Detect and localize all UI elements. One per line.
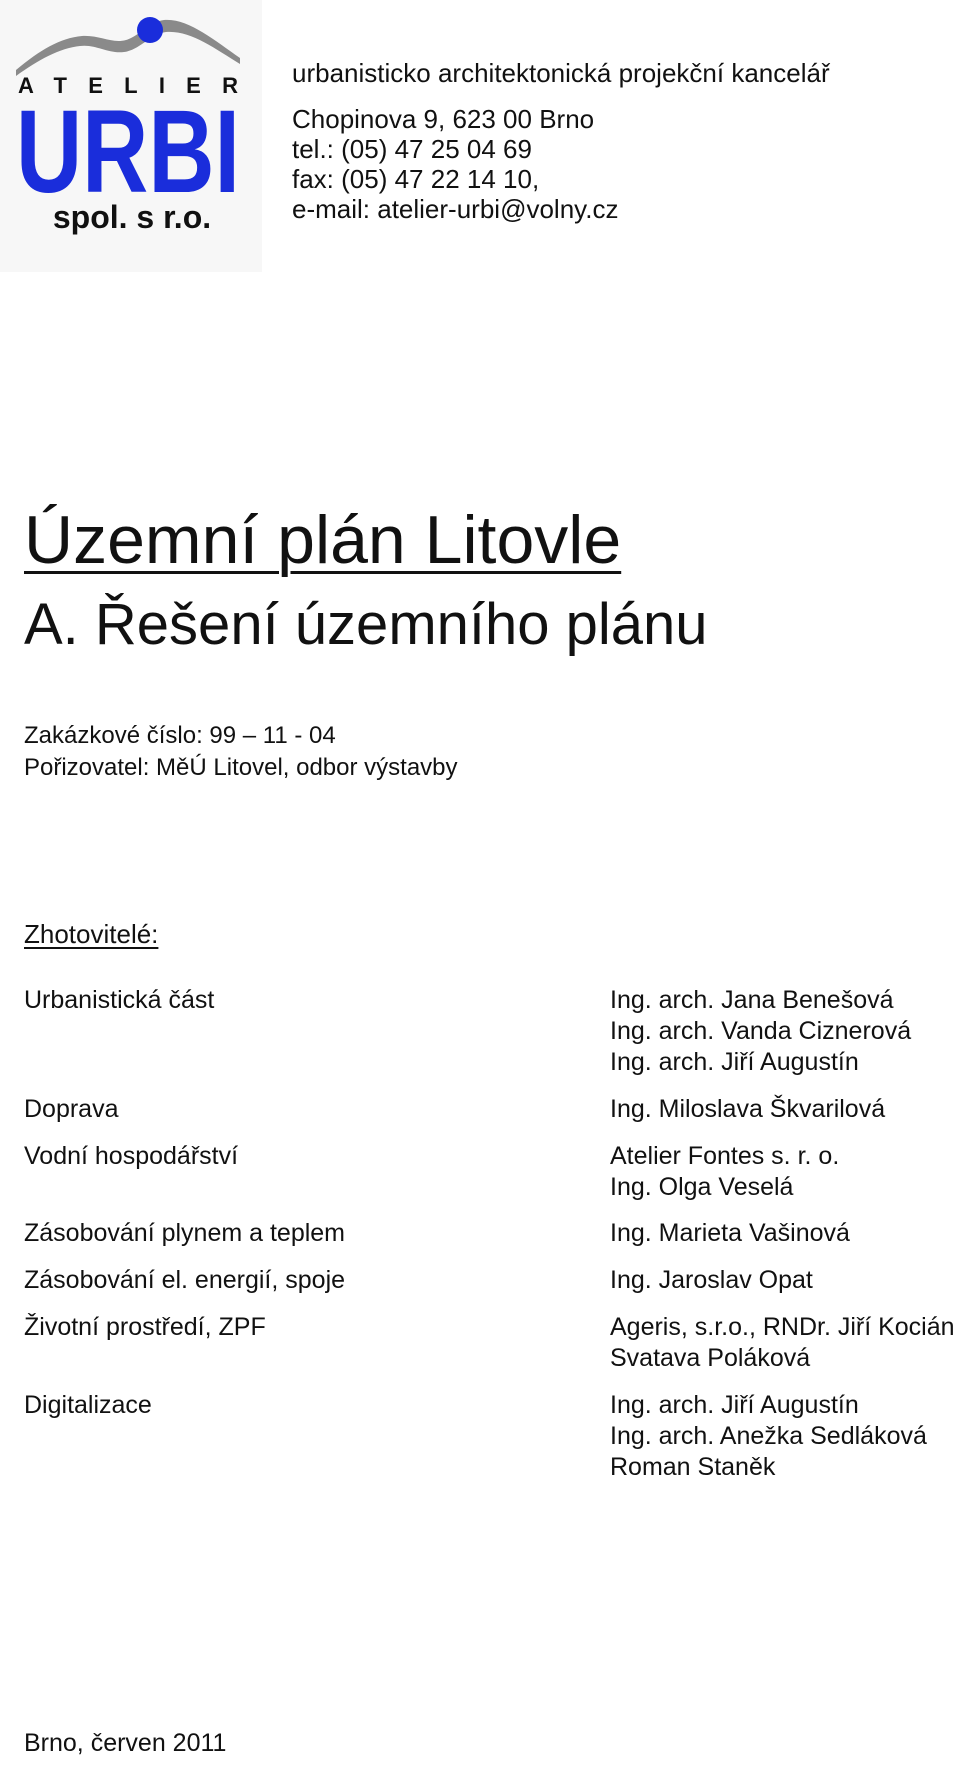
document-title: Územní plán Litovle <box>24 502 622 578</box>
contractor-name: Ing. arch. Jiří Augustín <box>610 1048 859 1076</box>
contractor-name: Ing. Olga Veselá <box>610 1173 794 1201</box>
contractor-names <box>610 1312 955 1374</box>
header-address: Chopinova 9, 623 00 Brno <box>292 104 595 134</box>
logo-brand: URBI <box>16 86 240 218</box>
contractor-role: Urbanistická část <box>24 986 215 1014</box>
contractor-role: Zásobování plynem a teplem <box>24 1219 346 1247</box>
contractor-role: Životní prostředí, ZPF <box>24 1313 266 1341</box>
contractor-row <box>0 1141 960 1201</box>
procurer: Pořizovatel: MěÚ Litovel, odbor výstavby <box>24 754 458 781</box>
mountain-silhouette-icon <box>16 20 240 76</box>
contractors-heading: Zhotovitelé: <box>24 919 159 949</box>
contractor-name: Ing. arch. Jiří Augustín <box>610 1391 859 1419</box>
contractor-names <box>610 985 911 1078</box>
contractor-name: Ageris, s.r.o., RNDr. Jiří Kocián <box>610 1313 955 1341</box>
contractor-role: Digitalizace <box>24 1391 152 1419</box>
contractor-row <box>0 1094 960 1134</box>
contractor-name: Ing. arch. Anežka Sedláková <box>610 1422 927 1450</box>
contractor-name: Roman Staněk <box>610 1453 776 1481</box>
header-tel: tel.: (05) 47 25 04 69 <box>292 134 532 164</box>
contractor-role: Zásobování el. energií, spoje <box>24 1266 346 1294</box>
contractor-names <box>610 1218 850 1249</box>
logo-company-suffix: spol. s r.o. <box>52 199 212 235</box>
contractor-name: Ing. Marieta Vašinová <box>610 1219 850 1247</box>
sun-icon <box>137 17 163 43</box>
place-and-date: Brno, červen 2011 <box>24 1729 227 1757</box>
contractor-role: Vodní hospodářství <box>24 1142 239 1170</box>
contractor-names <box>610 1265 813 1296</box>
header-fax: fax: (05) 47 22 14 10, <box>292 164 540 194</box>
urbi-logo-graphic <box>0 0 262 272</box>
header-tagline: urbanisticko architektonická projekční kancelář <box>292 58 830 88</box>
contractor-row <box>0 1390 960 1481</box>
header-email: e-mail: atelier-urbi@volny.cz <box>292 194 619 224</box>
contractor-name: Ing. Jaroslav Opat <box>610 1266 813 1294</box>
contractor-name: Ing. Miloslava Škvarilová <box>610 1095 886 1123</box>
contractor-names <box>610 1094 885 1125</box>
document-subtitle: A. Řešení územního plánu <box>24 592 708 657</box>
contractor-role: Doprava <box>24 1095 119 1123</box>
contractor-name: Ing. arch. Jana Benešová <box>610 986 894 1014</box>
contractor-names <box>610 1390 927 1483</box>
contractor-row <box>0 1265 960 1305</box>
contractor-name: Ing. arch. Vanda Ciznerová <box>610 1017 912 1045</box>
contractor-names <box>610 1141 839 1203</box>
contractor-name: Svatava Poláková <box>610 1344 811 1372</box>
contractor-row <box>0 985 960 1076</box>
company-logo <box>0 0 262 272</box>
contractor-name: Atelier Fontes s. r. o. <box>610 1142 840 1170</box>
contractor-row <box>0 1312 960 1372</box>
logo-atelier-letters: ATELIER <box>18 73 238 98</box>
contractor-row <box>0 1218 960 1258</box>
order-number: Zakázkové číslo: 99 – 11 - 04 <box>24 722 336 749</box>
